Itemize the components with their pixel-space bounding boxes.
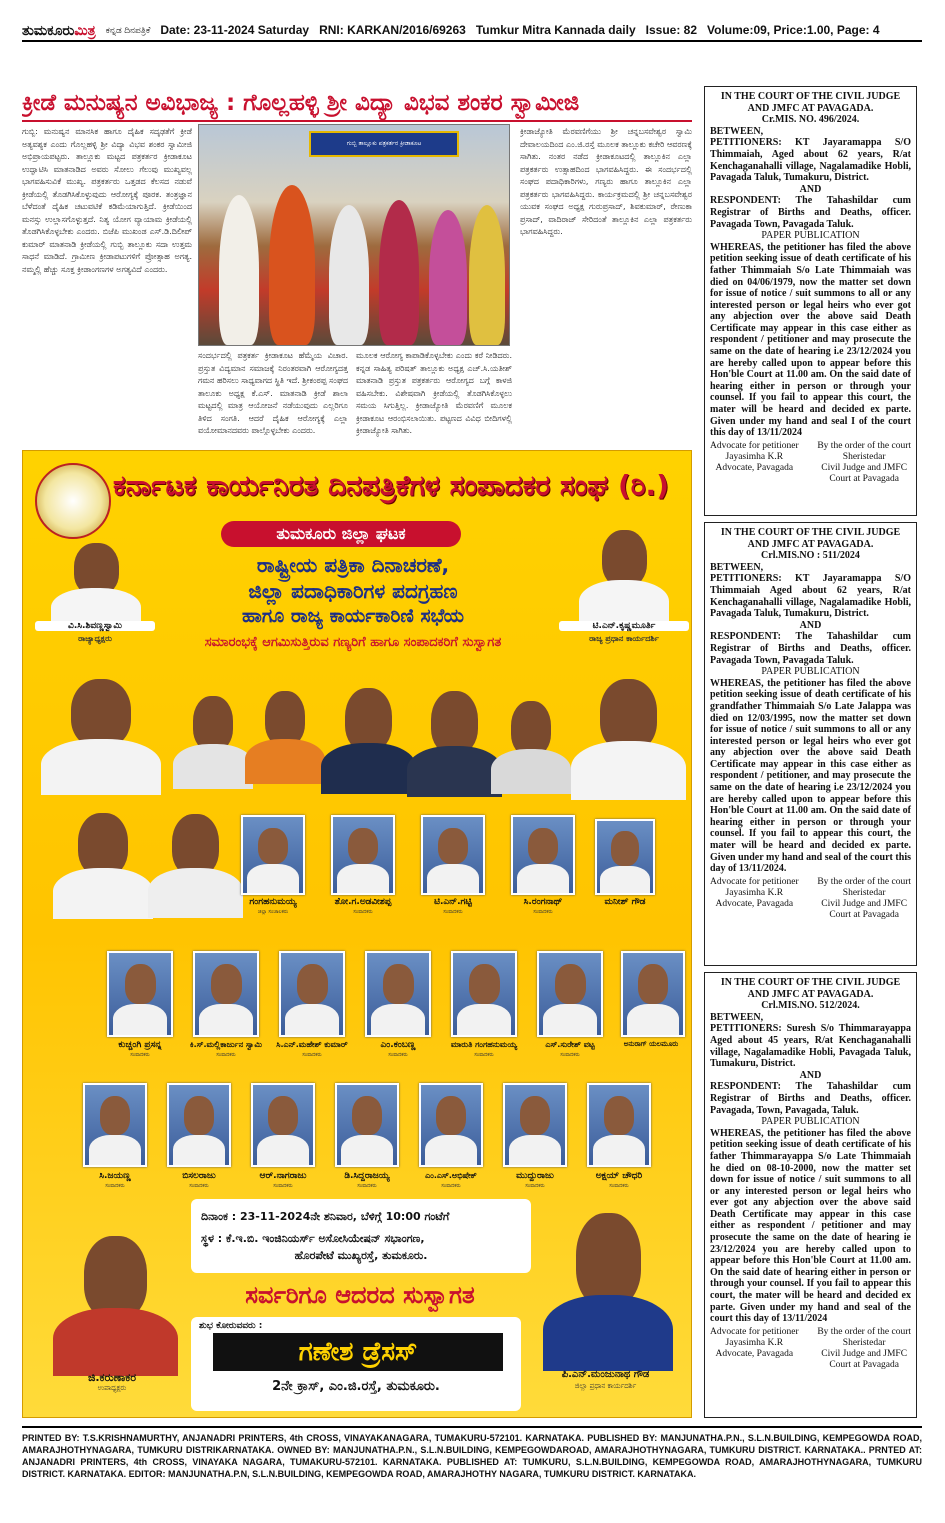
member-desig: ಸಂಪಾದಕರು [357, 1183, 377, 1189]
member-desig: ಸಂಪಾದಕರು [302, 1052, 322, 1058]
notice-advocate-place: Advocate, Pavagada [715, 898, 794, 909]
notice-respondent: RESPONDENT: The Tahashildar cum Registrar of Births and Deaths, officer. Pavagada, Town, Pavagada, Taluk. [710, 1081, 911, 1116]
member-desig: ಸಂಪಾದಕರು [216, 1052, 236, 1058]
member-portrait [621, 951, 685, 1037]
court-notice-2 [704, 522, 917, 966]
sponsor-box [191, 1317, 521, 1411]
leader-photo-left [51, 533, 141, 628]
dignitary-photo [53, 801, 153, 916]
member-portrait [241, 815, 305, 895]
imprint-footer: PRINTED BY: T.S.KRISHNAMURTHY, ANJANADRI PRINTERS, 4th CROSS, VINAYAKANAGARA, TUMAKURU-572101. KARNATAKA. PUBLISHED BY: MANJUNATHA.P.N., S.L.N.BUILDING, KEMPEGOWDA ROAD, AMARAJHOTHYNAGARA, TUMKURU DISTRIKARNATAKA. OWNED BY: MANJUNATHA.P.N., S.L.N.BUILDING, KEMPEGOWDAROAD, AMARAJHOTHYNAGARA, TUMKURU DISTRICT. KARNATAKA.. PRNTED AT: ANJANADRI PRINTERS, 4th CROSS, VINAYAKA NAGARA, TUMAKURU-572101. KARNATAKA. PUBLISHED AT: TUMKURU, S.L.N.BUILDING, KEMPEGOWDA ROAD, AMARAJHOTHYNAGARA, TUMKURU DISTRICT. KARNATAKA. EDITOR: MANJUNATHA.P.N, S.L.N.BUILDING, KEMPEGOWDA ROAD, AMARAJHOTHY NAGARA, TUMKURU DISTRICT. KARNATAKA. [22, 1426, 922, 1482]
notice-court-place: Court at Pavagada [829, 1359, 899, 1370]
notice-and: AND [799, 183, 822, 195]
member-name: ಕುಚ್ಚಂಗಿ ಪ್ರಸನ್ನ [118, 1040, 162, 1050]
article-column-3: ಮೂಲಕ ಆರೋಗ್ಯ ಕಾಪಾಡಿಕೊಳ್ಳಬೇಕು ಎಂದು ಕರೆ ನೀಡಿದರು. ಕನ್ನಡ ಸಾಹಿತ್ಯ ಪರಿಷತ್ ತಾಲ್ಲೂಕು ಅಧ್ಯಕ್ಷ ಎಚ್.ಸಿ.ಯತೀಶ್ ಮಾತನಾಡಿ ಪ್ರಸ್ತುತ ಪತ್ರಕರ್ತರು ಆರೋಗ್ಯದ ಬಗ್ಗೆ ಕಾಳಜಿ ವಹಿಸಬೇಕು. ವಿಶೇಷವಾಗಿ ಕ್ರೀಡೆಯಲ್ಲಿ ತೊಡಗಿಸಿಕೊಳ್ಳಲು ಸಮಯ ಸಿಗುತ್ತಿಲ್ಲ. ಕ್ರೀಡಾಜ್ಯೋತಿ ಮೆರವಣಿಗೆ ಮೂಲಕ ಕ್ರೀಡಾಕೂಟ ಆರಂಭಿಸಲಾಯಿತು. ಪಟ್ಟಣದ ವಿವಿಧ ಬೀದಿಗಳಲ್ಲಿ ಕ್ರೀಡಾಜ್ಯೋತಿ ಸಾಗಿತು. [356, 351, 512, 435]
notice-case-number: Crl.MIS.NO : 511/2024 [761, 550, 860, 562]
member-name: ಬಿಸಲರಾಜು [182, 1171, 216, 1181]
notice-publication: PAPER PUBLICATION [761, 230, 860, 242]
masthead-rni: RNI: KARKAN/2016/69263 [319, 23, 466, 37]
photo-person [429, 210, 467, 345]
member-name: ಮುದ್ದುರಾಜು [516, 1171, 554, 1181]
event-advertisement [22, 450, 692, 1418]
member-name: ತೋ.ಗ.ಅಡವೀಶಪ್ಪ [334, 897, 392, 907]
member-desig: ಸಂಪಾದಕರು [443, 909, 463, 915]
notice-advocate-name: Jayasimha K.R [725, 887, 784, 898]
notice-signatures [710, 1327, 911, 1371]
member-portrait [587, 1083, 651, 1167]
logo-text-b: ಮಿತ್ರ [74, 21, 96, 38]
member-desig: ಸಂಪಾದಕರು [388, 1052, 408, 1058]
article-column-2: ಸಂದರ್ಭದಲ್ಲಿ ಪತ್ರಕರ್ತ ಕ್ರೀಡಾಕೂಟ ಹೆಮ್ಮೆಯ ವಿಚಾರ. ಪ್ರಸ್ತುತ ವಿದ್ಯಮಾನ ಸಮಾಜಕ್ಕೆ ನಿರಂತರವಾಗಿ ಆರೋಗ್ಯದತ್ತ ಗಮನ ಹರಿಸಲು ಸಾಧ್ಯವಾಗದ ಸ್ಥಿತಿ ಇದೆ. ಶ್ರೀಕಂಠಪ್ಪ ಸಂಘದ ತಾಲೂಕು ಅಧ್ಯಕ್ಷ ಕೆ.ಎಸ್. ಮಾತನಾಡಿ ಕ್ರೀಡೆ ಶಾಲಾ ಮಟ್ಟದಲ್ಲಿ ಮಾತ್ರ ಆಯೋಜನೆ ನಡೆಯುವುದು ಎಲ್ಲರಿಗೂ ತಿಳಿದ ಸಂಗತಿ. ಆದರೆ ದೈಹಿಕ ಆರೋಗ್ಯಕ್ಕೆ ಎಲ್ಲಾ ವಯೋಮಾನದವರು ಪಾಲ್ಗೊಳ್ಳಬೇಕು ಎಂದರು. [198, 351, 348, 435]
member-portrait [83, 1083, 147, 1167]
member-portrait [511, 815, 575, 895]
notice-respondent: RESPONDENT: The Tahashildar cum Registrar of Births and Deaths, officer. Pavagada Town, Pavagada Taluk. [710, 195, 911, 230]
member-name: ಮಾರುತಿ ಗಂಗಹನುಮಯ್ಯ [450, 1040, 518, 1049]
bottom-left-name: ಜಿ.ಕರುಣಾಕರ [87, 1371, 137, 1384]
member-name: ಎಂ.ಕಂಬಣ್ಣ [380, 1040, 416, 1050]
member-name: ಮನೀಶ್ ಗೌಡ [604, 897, 646, 907]
member-portrait [451, 951, 517, 1037]
newspaper-logo [22, 22, 96, 39]
ad-event-line-2: ಜಿಲ್ಲಾ ಪದಾಧಿಕಾರಿಗಳ ಪದಗ್ರಹಣ [248, 579, 458, 603]
notice-case-number: Cr.MIS. NO. 496/2024. [761, 114, 860, 126]
photo-banner-text: ಗುಬ್ಬಿ ತಾಲ್ಲೂಕು ಪತ್ರಕರ್ತರ ಕ್ರೀಡಾಕೂಟ [346, 140, 422, 147]
notice-advocate: Advocate for petitioner [710, 440, 799, 451]
photo-person [329, 205, 369, 345]
bottom-right-desig: ಜಿಲ್ಲಾ ಪ್ರಧಾನ ಕಾರ್ಯದರ್ಶಿ [574, 1382, 637, 1390]
event-venue-line-2: ಹೊರಪೇಟೆ ಮುಖ್ಯರಸ್ತೆ, ತುಮಕೂರು. [294, 1249, 428, 1262]
member-name: ಸಿ.ರಂಗನಾಥ್ [523, 897, 563, 907]
member-portrait [331, 815, 395, 895]
member-desig: ಸಂಪಾದಕರು [609, 1183, 629, 1189]
notice-body: WHEREAS, the petitioner has filed the above petition seeking issue of death certificate of his father Thimmarayappa S/o Late Thimmaiah he died on 08-10-2000, now the matter set down for issue of notice / suit summons to all or any interested person or legal heirs who ever got any abjection over the above said Death Certificate may appear in this case either as respondent / petitioner and may prosecute the same on the date of hearing ie 23/12/2024 you are hereby called upon to appear before this Hon'ble Court at 11.00 am. On the said date of hearing either in person or through your counsel. If you fail to appear this court, the mater will be heard and decided ex parte. Given under my hand and seal of the court this day of 13/11/2024 [710, 1127, 911, 1325]
member-name: ಡಿ.ಸಿದ್ದರಾಜಯ್ಯ [344, 1171, 390, 1181]
headline-rule [22, 120, 692, 122]
sponsor-address: 2ನೇ ಕ್ರಾಸ್, ಎಂ.ಜಿ.ರಸ್ತೆ, ತುಮಕೂರು. [272, 1379, 440, 1394]
notice-publication: PAPER PUBLICATION [761, 666, 860, 678]
masthead-paper-name: Tumkur Mitra Kannada daily [475, 23, 636, 37]
member-desig: ಸಂಪಾದಕರು [273, 1183, 293, 1189]
masthead [22, 20, 922, 42]
association-logo [35, 463, 111, 539]
notice-court-place: Court at Pavagada [829, 909, 899, 920]
notice-between: BETWEEN, [710, 125, 764, 137]
masthead-volume: Volume:09, Price:1.00, Page: 4 [707, 23, 880, 37]
notice-signatures [710, 441, 911, 485]
notice-court: IN THE COURT OF THE CIVIL JUDGE AND JMFC AT PAVAGADA. [720, 91, 901, 114]
member-name: ಅನುರಾಗ್ ಯಲಮೂರು [623, 1040, 679, 1048]
bottom-right-name: ಪಿ.ಎನ್.ಮಂಜುನಾಥ ಗೌಡ [561, 1369, 650, 1380]
event-date: ದಿನಾಂಕ : 23-11-2024ನೇ ಶನಿವಾರ, ಬೆಳಿಗ್ಗೆ 10:00 ಗಂಟೆಗೆ [201, 1210, 450, 1223]
notice-judge: Civil Judge and JMFC [821, 898, 908, 909]
leader-desig-right: ರಾಜ್ಯ ಪ್ರಧಾನ ಕಾರ್ಯದರ್ಶಿ [589, 634, 659, 643]
member-name: ಟಿ.ಎನ್.ಗಟ್ಟಿ [434, 897, 472, 907]
masthead-date: Date: 23-11-2024 Saturday [160, 23, 310, 37]
member-desig: ಜಿಲ್ಲಾ ಸಂಚಾಲಕರು [257, 909, 289, 915]
ad-welcome-line: ಸಮಾರಂಭಕ್ಕೆ ಆಗಮಿಸುತ್ತಿರುವ ಗಣ್ಯರಿಗೆ ಹಾಗೂ ಸಂಪಾದಕರಿಗೆ ಸುಸ್ವಾಗತ [204, 635, 502, 650]
photo-person [469, 205, 505, 345]
photo-person [219, 195, 259, 345]
photo-person [269, 185, 315, 345]
member-desig: ಸಂಪಾದಕರು [189, 1183, 209, 1189]
sponsor-label: ಶುಭ ಕೋರುವವರು : [199, 1321, 263, 1331]
notice-order: By the order of the court [817, 440, 911, 451]
member-name: ಎಂ.ಎಸ್.ಅಭಿಷೇಕ್ [425, 1171, 477, 1180]
sponsor-name: ಗಣೇಶ ಡ್ರೆಸಸ್ [213, 1333, 503, 1371]
notice-sheristedar: Sheristedar [842, 887, 886, 898]
article-column-4: ಕ್ರೀಡಾಜ್ಯೋತಿ ಮೆರವಣಿಗೆಯು ಶ್ರೀ ಚನ್ನಬಸವೇಶ್ವರ ಸ್ವಾಮಿ ದೇವಾಲಯದಿಂದ ಎಂ.ಜಿ.ರಸ್ತೆ ಮೂಲಕ ತಾಲ್ಲೂಕು ಕಚೇರಿ ಆವರಣಕ್ಕೆ ಸಾಗಿತು. ನಂತರ ನಡೆದ ಕ್ರೀಡಾಕೂಟದಲ್ಲಿ ತಾಲ್ಲೂಕಿನ ಎಲ್ಲಾ ಪತ್ರಕರ್ತರು ಉತ್ಸಾಹದಿಂದ ಭಾಗವಹಿಸಿದ್ದರು. ಈ ಸಂದರ್ಭದಲ್ಲಿ ಸಂಘದ ಪದಾಧಿಕಾರಿಗಳು, ಗಣ್ಯರು ಹಾಗೂ ತಾಲ್ಲೂಕಿನ ಎಲ್ಲಾ ಪತ್ರಕರ್ತರು ಭಾಗವಹಿಸಿದ್ದರು. ಕಾರ್ಯಕ್ರಮದಲ್ಲಿ ಶ್ರೀ ಚನ್ನಬಸವೇಶ್ವರ ಯುವಕ ಸಂಘದ ಅಧ್ಯಕ್ಷ ಗುರುಪ್ರಸಾದ್, ಶಿವಕುಮಾರ್, ರೇಣುಕಾ ಪ್ರಸಾದ್, ವಾದಿರಾಜ್ ಸೇರಿದಂತೆ ತಾಲ್ಲೂಕಿನ ಎಲ್ಲಾ ಪತ್ರಕರ್ತರು ಭಾಗವಹಿಸಿದ್ದರು. [520, 127, 692, 236]
ad-title: ಕರ್ನಾಟಕ ಕಾರ್ಯನಿರತ ದಿನಪತ್ರಿಕೆಗಳ ಸಂಪಾದಕರ ಸಂಘ (ರಿ.) [113, 469, 669, 502]
notice-between: BETWEEN, [710, 561, 764, 573]
ad-greeting: ಸರ್ವರಿಗೂ ಆದರದ ಸುಸ್ವಾಗತ [245, 1281, 475, 1309]
member-portrait [595, 819, 655, 895]
member-name: ಸಿ.ಎನ್.ಮಹೇಶ್ ಕುಮಾರ್ [276, 1040, 348, 1049]
member-portrait [365, 951, 431, 1037]
notice-petitioners: PETITIONERS: Suresh S/o Thimmarayappa Aged about 45 years, R/at Kenchaganahalli village, Nagalamadike Hobli, Pavagada Taluk, Tumakuru, District. [710, 1023, 911, 1070]
notice-publication: PAPER PUBLICATION [761, 1116, 860, 1128]
notice-body: WHEREAS, the petitioner has filed the above petition seeking issue of death certificate of his grandfather Thimmaiah S/o Late Jalappa was died on 12/03/1995, now the matter set down for issue of notice / suit summons to all or any interested person or legal heirs who ever got any abjection over the above said Death Certificate may appear in this case either as respondent / petitioner, and may prosecute the same on the date of hearing i.e 23/12/2024 you are hereby called upon to appear before this Hon'ble Court at 11.00 am. On the said date of hearing either in person or through your counsel. If you fail to appear this court, the mater will be heard and decided ex parte. Given under my hand and seal of the court this day of 13/11/2024. [710, 677, 911, 875]
notice-court: IN THE COURT OF THE CIVIL JUDGE AND JMFC AT PAVAGADA. [720, 527, 901, 550]
notice-advocate-place: Advocate, Pavagada [715, 1348, 794, 1359]
leader-photo-right [579, 519, 669, 624]
notice-order: By the order of the court [817, 876, 911, 887]
notice-court-place: Court at Pavagada [829, 473, 899, 484]
member-portrait [167, 1083, 231, 1167]
notice-court: IN THE COURT OF THE CIVIL JUDGE AND JMFC AT PAVAGADA. [720, 977, 901, 1000]
bottom-left-photo [53, 1221, 178, 1371]
leader-desig-left: ರಾಜ್ಯಾಧ್ಯಕ್ಷರು [78, 634, 112, 643]
photo-banner [309, 131, 459, 157]
member-desig: ಸಂಪಾದಕರು [105, 1183, 125, 1189]
photo-person [379, 200, 419, 345]
article-headline: ಕ್ರೀಡೆ ಮನುಷ್ಯನ ಅವಿಭಾಜ್ಯ : ಗೊಲ್ಲಹಳ್ಳಿ ಶ್ರೀ ವಿದ್ಯಾ ವಿಭವ ಶಂಕರ ಸ್ವಾಮೀಜಿ [22, 90, 580, 116]
member-portrait [279, 951, 345, 1037]
notice-and: AND [799, 619, 822, 631]
member-name: ಎಸ್.ಸುರೇಶ್ ವಟ್ಟ [545, 1040, 595, 1049]
bottom-left-desig: ಉಪಾಧ್ಯಕ್ಷರು [97, 1384, 127, 1392]
dignitary-photo [245, 681, 325, 781]
member-name: ಸಿ.ಜಯಣ್ಣ [99, 1171, 131, 1181]
notice-advocate: Advocate for petitioner [710, 1326, 799, 1337]
member-portrait [251, 1083, 315, 1167]
member-portrait [419, 1083, 483, 1167]
member-portrait [335, 1083, 399, 1167]
member-name: ಕಿ.ಸ್.ಮಲ್ಲಿಕಾರ್ಜುನ ಸ್ವಾಮಿ [189, 1040, 263, 1049]
notice-body: WHEREAS, the petitioner has filed the above petition seeking issue of death certificate of his father Thimmaiah S/o Late Thimmaiah was died on 04/06/1979, now the matter set down for issue of notice / suit summons to all or any interested person or legal heirs who ever got any abjection over the above said Death Certificate may appear in this case either as respondent / petitioner and may prosecute the same on the date of hearing i.e 23/12/2024 you are hereby called upon to appear before this Hon'ble Court at 11.00 am. On the said date of hearing either in person or through your counsel. If you fail to appear this court, the mater will be heard and decided ex parte. Given under my hand and seal I of the court this day of 13/11/2024 [710, 241, 911, 439]
masthead-issue: Issue: 82 [645, 23, 698, 37]
dignitary-photo [491, 691, 571, 791]
member-desig: ಸಂಪಾದಕರು [130, 1052, 150, 1058]
member-name: ಗಂಗಹನುಮಯ್ಯ [249, 897, 297, 907]
notice-advocate-place: Advocate, Pavagada [715, 462, 794, 473]
notice-petitioners: PETITIONERS: KT Jayaramappa S/O Thimmaiah Aged about 62 years, R/at Kenchaganahalli village, Nagalamadike Hobli, Pavagada Taluk, Tumakuru, District. [710, 573, 911, 620]
dignitary-photo [41, 666, 161, 791]
member-portrait [503, 1083, 567, 1167]
member-desig: ಸಂಪಾದಕರು [525, 1183, 545, 1189]
member-portrait [193, 951, 259, 1037]
member-name: ಅಕ್ಷಯ್ ಚೌಧರಿ [595, 1171, 643, 1181]
notice-signatures [710, 877, 911, 921]
dignitary-photo [321, 676, 416, 791]
notice-case-number: Crl.MIS.NO. 512/2024. [761, 1000, 860, 1012]
dignitary-photo [407, 679, 502, 794]
notice-sheristedar: Sheristedar [842, 1337, 886, 1348]
member-name: ಆರ್.ನಾಗರಾಜು [259, 1171, 307, 1181]
member-desig: ಸಂಪಾದಕರು [560, 1052, 580, 1058]
article-photo [198, 124, 510, 346]
member-portrait [421, 815, 485, 895]
member-desig: ಸಂಪಾದಕರು [533, 909, 553, 915]
article-column-1: ಗುಬ್ಬಿ: ಮನುಷ್ಯನ ಮಾನಸಿಕ ಹಾಗೂ ದೈಹಿಕ ಸದೃಢತೆಗೆ ಕ್ರೀಡೆ ಅತ್ಯವಶ್ಯಕ ಎಂದು ಗೊಲ್ಲಹಳ್ಳಿ ಶ್ರೀ ವಿದ್ಯಾ ವಿಭವ ಶಂಕರ ಸ್ವಾಮೀಜಿ ಅಭಿಪ್ರಾಯಪಟ್ಟರು. ತಾಲ್ಲೂಕು ಮಟ್ಟದ ಪತ್ರಕರ್ತರ ಕ್ರೀಡಾಕೂಟ ಉದ್ಘಾಟಿಸಿ ಮಾತನಾಡಿದ ಅವರು ಸೋಲು ಗೆಲುವು ಮುಖ್ಯವಲ್ಲ ಭಾಗವಹಿಸುವಿಕೆ ಮುಖ್ಯ. ಪತ್ರಕರ್ತರು ಒತ್ತಡದ ಕೆಲಸದ ನಡುವೆ ಕ್ರೀಡೆಯಲ್ಲಿ ತೊಡಗಿಸಿಕೊಳ್ಳುವುದು ಆರೋಗ್ಯಕ್ಕೆ ಪೂರಕ. ತಂತ್ರಜ್ಞಾನ ಬೆಳೆದಂತೆ ದೈಹಿಕ ಚಟುವಟಿಕೆ ಕಡಿಮೆಯಾಗುತ್ತಿದೆ. ಕ್ರೀಡೆಯಿಂದ ಮನಸ್ಸು ಉಲ್ಲಾಸಗೊಳ್ಳುತ್ತದೆ. ನಿತ್ಯ ಯೋಗ ವ್ಯಾಯಾಮ ಕ್ರೀಡೆಯಲ್ಲಿ ತೊಡಗಿಸಿಕೊಳ್ಳಬೇಕು ಎಂದರು. ಬಿಜೆಪಿ ಮುಖಂಡ ಎಸ್.ಡಿ.ದಿಲೀಪ್ ಕುಮಾರ್ ಮಾತನಾಡಿ ಕ್ರೀಡೆಯಲ್ಲಿ ಗುಬ್ಬಿ ತಾಲ್ಲೂಕು ಸದಾ ಉತ್ತಮ ಸಾಧನೆ ಮಾಡಿದೆ. ಗ್ರಾಮೀಣ ಕ್ರೀಡಾಪಟುಗಳಿಗೆ ಪ್ರೋತ್ಸಾಹ ಅಗತ್ಯ. ನಮ್ಮಲ್ಲಿ ಹೆಚ್ಚು ಸೂಕ್ತ ಕ್ರೀಡಾಂಗಣಗಳ ಅಗತ್ಯವಿದೆ ಎಂದರು. [22, 127, 192, 274]
notice-petitioners: PETITIONERS: KT Jayaramappa S/O Thimmaiah, Aged about 62 years, R/at Kenchaganahalli village, Nagalamadike Hobli, Pavagada Taluk, Tumakuru, District. [710, 137, 911, 184]
court-notice-1 [704, 86, 917, 516]
member-desig: ಸಂಪಾದಕರು [441, 1183, 461, 1189]
event-venue-box [191, 1199, 531, 1273]
dignitary-photo [571, 666, 686, 796]
logo-subtitle: ಕನ್ನಡ ದಿನಪತ್ರಿಕೆ [105, 24, 151, 35]
member-desig: ಸಂಪಾದಕರು [474, 1052, 494, 1058]
notice-and: AND [799, 1069, 822, 1081]
member-portrait [537, 951, 603, 1037]
ad-district-unit: ತುಮಕೂರು ಜಿಲ್ಲಾ ಘಟಕ [221, 521, 461, 547]
notice-judge: Civil Judge and JMFC [821, 462, 908, 473]
notice-respondent: RESPONDENT: The Tahashildar cum Registrar of Births and Deaths, officer. Pavagada Town, Pavagada Taluk. [710, 631, 911, 666]
ad-event-line-3: ಹಾಗೂ ರಾಜ್ಯ ಕಾರ್ಯಕಾರಿಣಿ ಸಭೆಯ [241, 605, 465, 627]
notice-sheristedar: Sheristedar [842, 451, 886, 462]
notice-advocate: Advocate for petitioner [710, 876, 799, 887]
notice-advocate-name: Jayasimha K.R [725, 1337, 784, 1348]
ad-event-line-1: ರಾಷ್ಟ್ರೀಯ ಪತ್ರಿಕಾ ದಿನಾಚರಣೆ, [256, 553, 450, 577]
member-portrait [107, 951, 173, 1037]
notice-order: By the order of the court [817, 1326, 911, 1337]
notice-between: BETWEEN, [710, 1011, 764, 1023]
notice-judge: Civil Judge and JMFC [821, 1348, 908, 1359]
dignitary-photo [173, 686, 253, 786]
member-desig: ಸಂಪಾದಕರು [353, 909, 373, 915]
bottom-right-photo [543, 1196, 673, 1366]
leader-name-right: ಟಿ.ಎನ್.ಕೃಷ್ಣಮೂರ್ತಿ [559, 621, 689, 631]
logo-text-a: ತುಮಕೂರು [22, 21, 75, 38]
event-venue-line-1: ಸ್ಥಳ : ಕೆ.ಇ.ಬಿ. ಇಂಜಿನಿಯರ್ಸ್ ಅಸೋಸಿಯೇಷನ್ ಸಭಾಂಗಣ, [201, 1232, 425, 1245]
court-notice-3 [704, 972, 917, 1418]
leader-name-left: ವಿ.ಸಿ.ಶಿವಣ್ಣಸ್ವಾಮಿ [35, 621, 155, 631]
notice-advocate-name: Jayasimha K.R [725, 451, 784, 462]
